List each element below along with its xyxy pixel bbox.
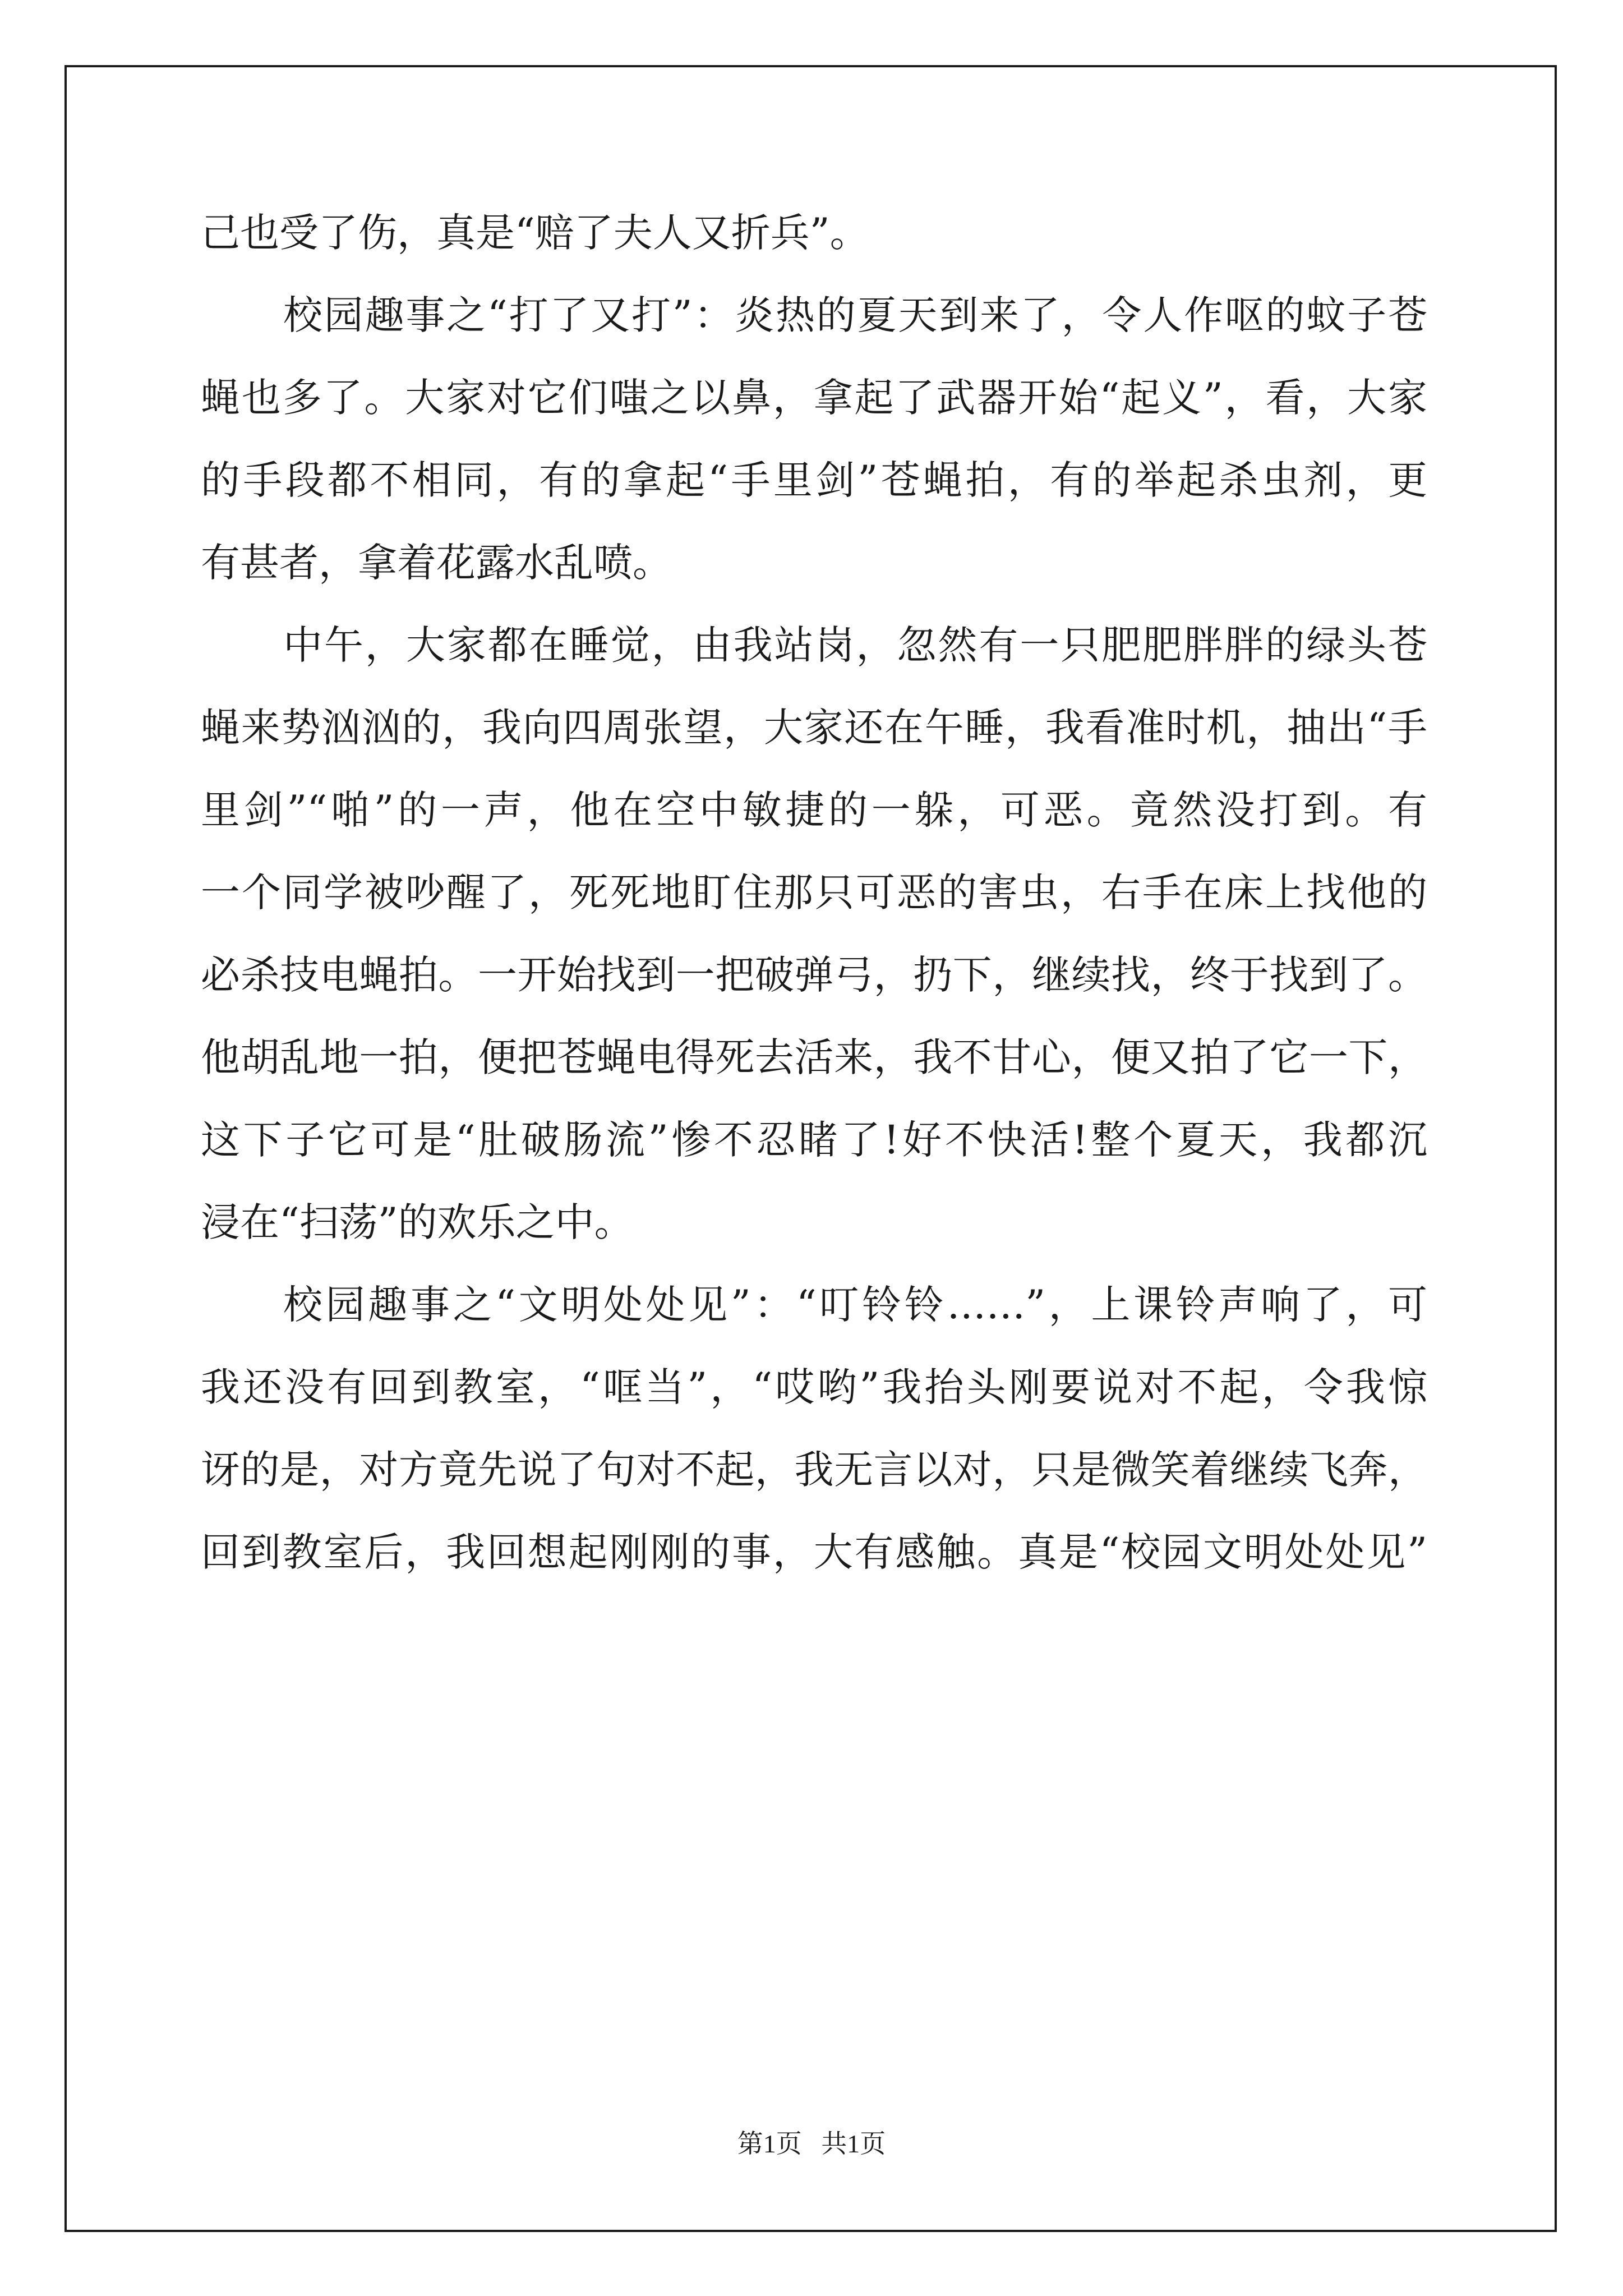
- paragraph-line: 浸在“扫荡”的欢乐之中。: [201, 1199, 634, 1245]
- paragraph-line: 蝇来势汹汹的，我向四周张望，大家还在午睡，我看准时机，抽出“手: [201, 705, 1427, 751]
- paragraph-line: 我还没有回到教室，“哐当”，“哎哟”我抬头刚要说对不起，令我惊: [201, 1364, 1427, 1410]
- paragraph-line: 里剑”“啪”的一声，他在空中敏捷的一躲，可恶。竟然没打到。有: [201, 787, 1427, 833]
- paragraph-line: 必杀技电蝇拍。一开始找到一把破弹弓，扔下，继续找，终于找到了。: [201, 952, 1427, 998]
- paragraph-line: 讶的是，对方竟先说了句对不起，我无言以对，只是微笑着继续飞奔，: [201, 1447, 1427, 1493]
- paragraph-line: 蝇也多了。大家对它们嗤之以鼻，拿起了武器开始“起义”，看，大家: [201, 375, 1427, 421]
- page-number-footer: 第1页 共1页: [737, 2129, 886, 2158]
- paragraph-line: 他胡乱地一拍，便把苍蝇电得死去活来，我不甘心，便又拍了它一下，: [201, 1034, 1427, 1080]
- paragraph-line: 这下子它可是“肚破肠流”惨不忍睹了!好不快活!整个夏天，我都沉: [201, 1117, 1427, 1163]
- paragraph-line: 一个同学被吵醒了，死死地盯住那只可恶的害虫，右手在床上找他的: [201, 869, 1427, 915]
- paragraph-line: 中午，大家都在睡觉，由我站岗，忽然有一只肥肥胖胖的绿头苍: [283, 622, 1427, 668]
- paragraph-line: 校园趣事之“打了又打”：炎热的夏天到来了，令人作呕的蚊子苍: [283, 292, 1427, 338]
- paragraph-line: 的手段都不相同，有的拿起“手里剑”苍蝇拍，有的举起杀虫剂，更: [201, 457, 1427, 503]
- paragraph-line: 己也受了伤，真是“赔了夫人又折兵”。: [201, 210, 869, 256]
- paragraph-line: 校园趣事之“文明处处见”：“叮铃铃……”，上课铃声响了，可: [283, 1282, 1427, 1328]
- paragraph-line: 有甚者，拿着花露水乱喷。: [201, 540, 672, 586]
- paragraph-line: 回到教室后，我回想起刚刚的事，大有感触。真是“校园文明处处见”: [201, 1529, 1427, 1575]
